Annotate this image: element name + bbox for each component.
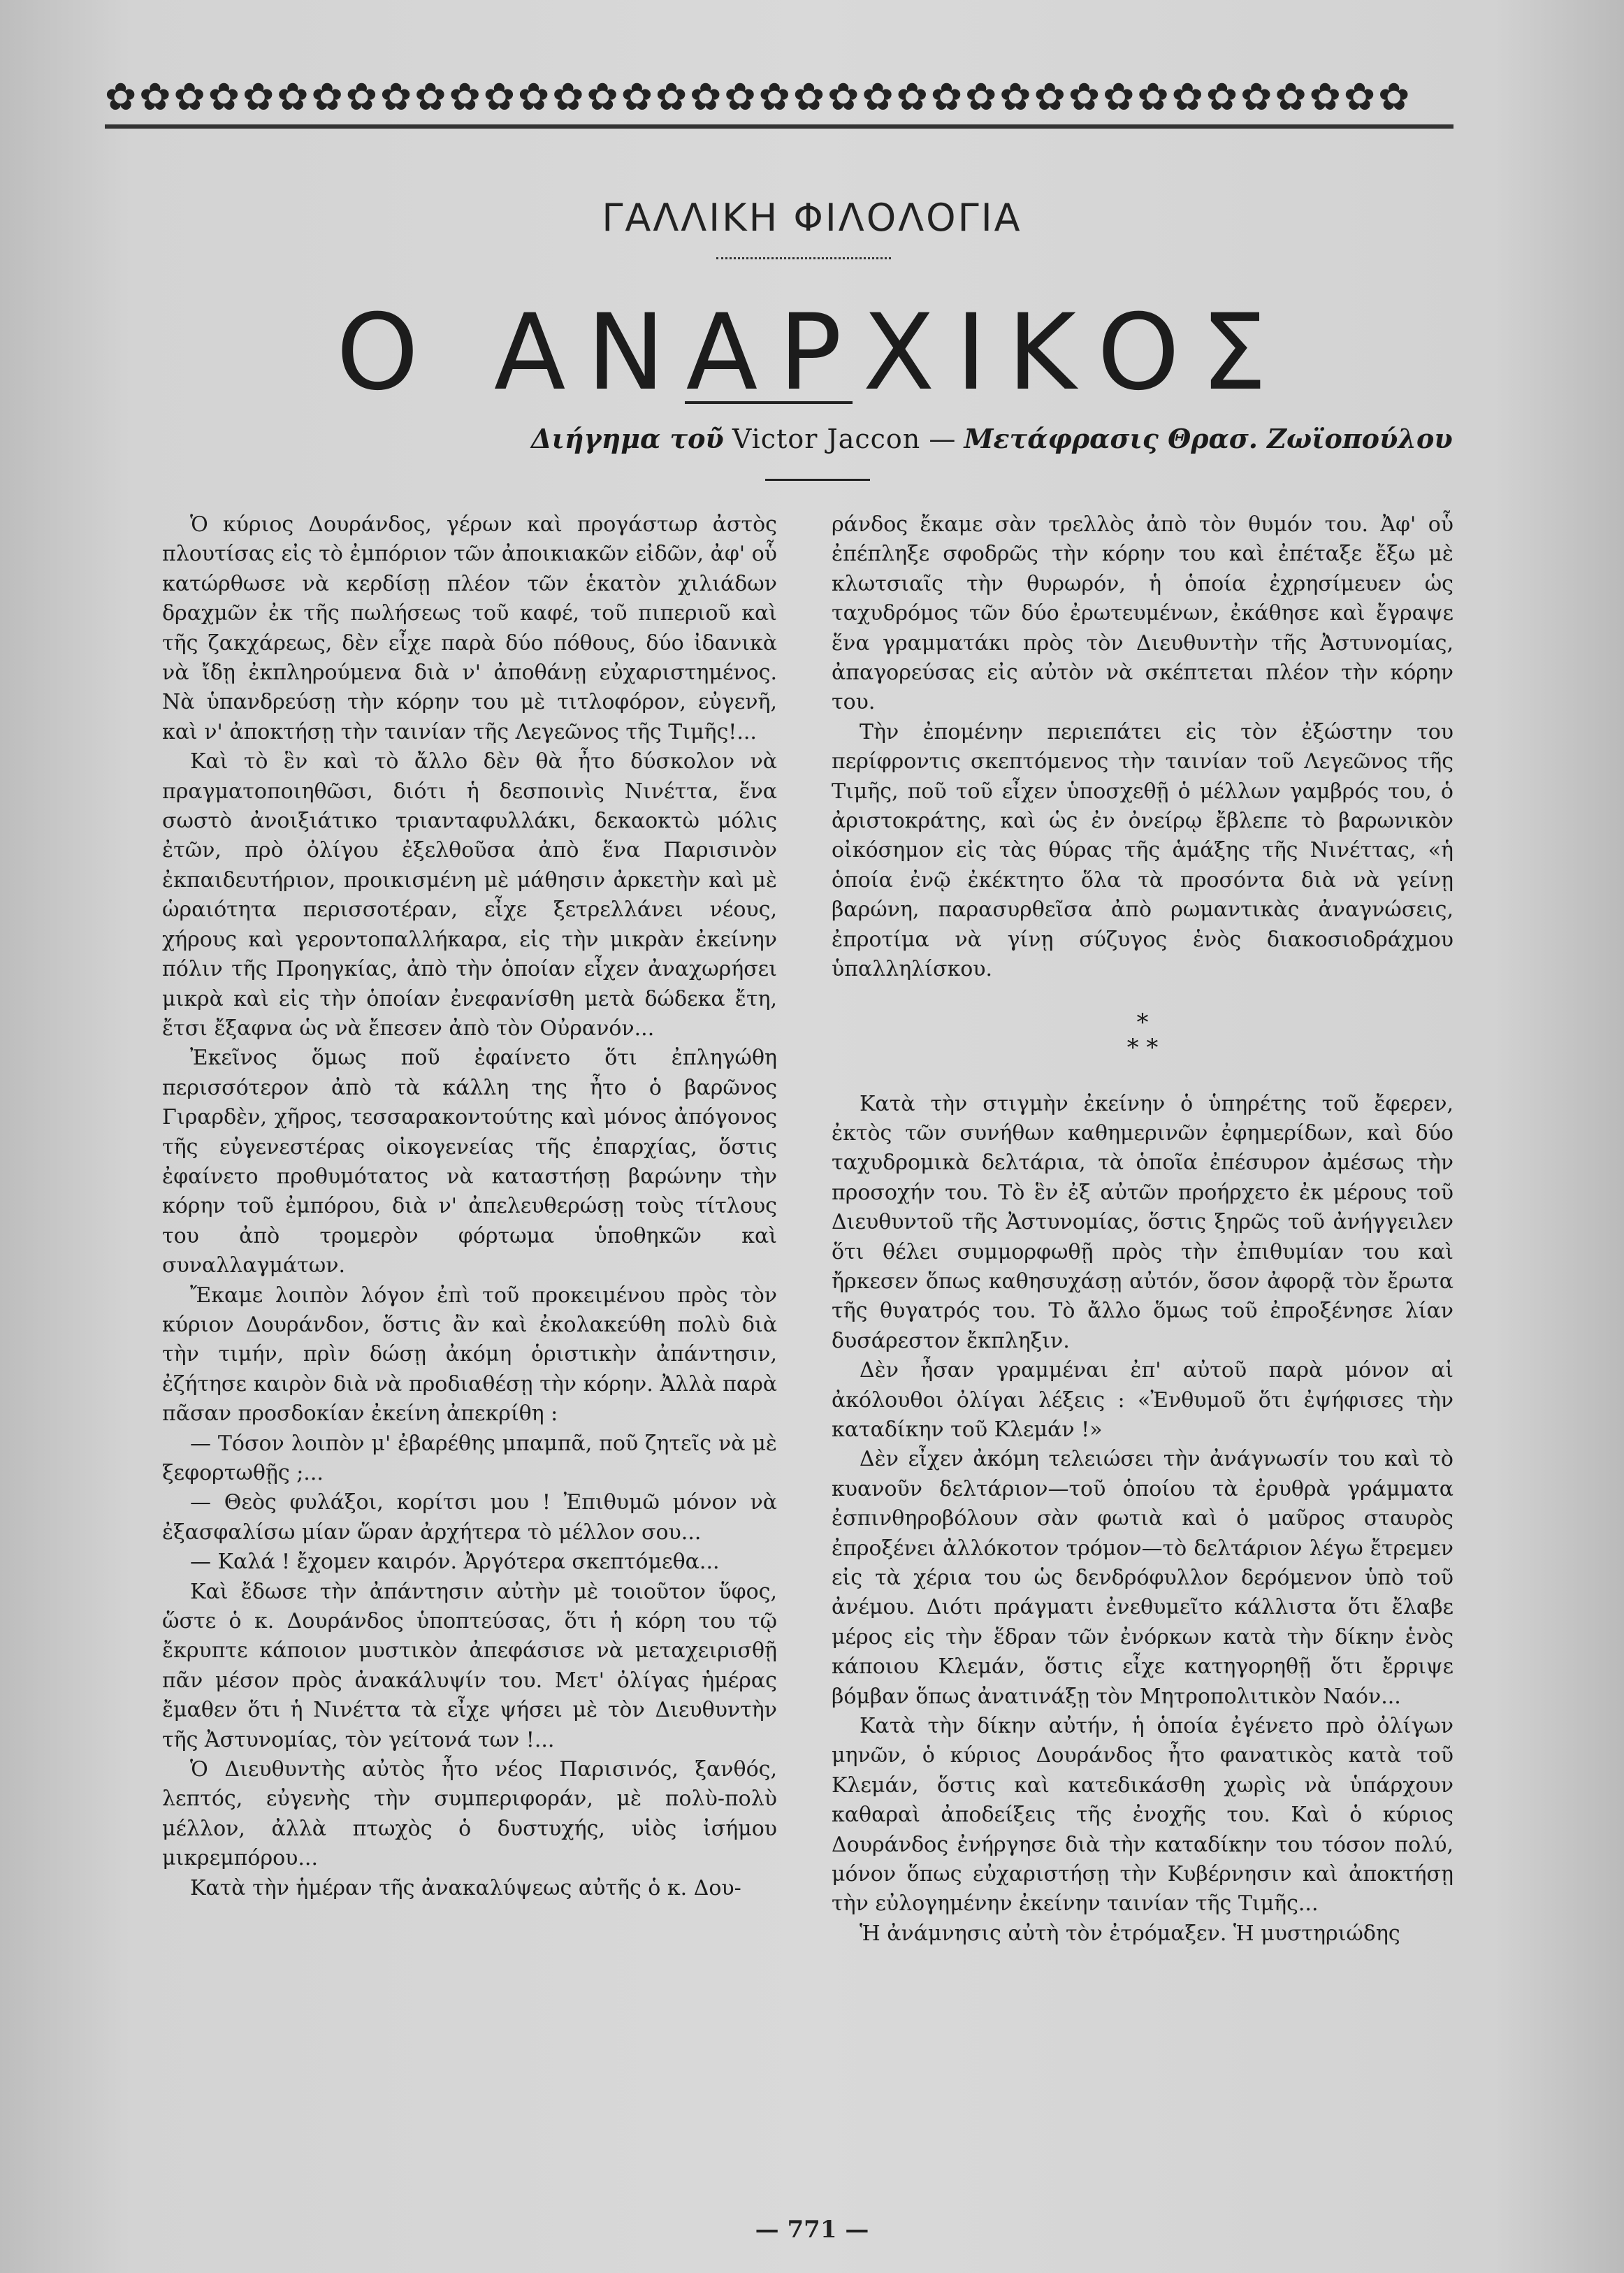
paragraph: Δὲν εἶχεν ἀκόμη τελειώσει τὴν ἀνάγνωσίν του καὶ τὸ κυανοῦν δελτάριον—τοῦ ὁποίου τὰ ἐρυθρὰ γράμματα ἐσπινθηροβόλουν σὰν φωτιὰ καὶ ὁ μαῦρος σταυρὸς ἐπροξένει ἀλλόκοτον τρόμον—τὸ δελτάριον λέγω ἔτρεμεν εἰς τὰ χέρια του ὡς δενδρόφυλλον δερόμενον ὑπὸ τοῦ ἀνέμου. Διότι πράγματι ἐνεθυμεῖτο κάλλιστα ὅτι ἔλαβε μέρος εἰς τὴν ἕδραν τῶν ἐνόρκων κατὰ τὴν δίκην ἑνὸς κάποιου Κλεμάν, ὅστις εἶχε κατηγορηθῇ ὅτι ἔρριψε βόμβαν ὅπως ἀνατινάξῃ τὸν Μητροπολιτικὸν Ναόν... [832,1447,1453,1709]
byline-prefix: Διήγημα τοῦ [531,423,724,454]
paragraph: Δὲν ἦσαν γραμμέναι ἐπ' αὐτοῦ παρὰ μόνον αἱ ἀκόλουθοι ὀλίγαι λέξεις : «Ἐνθυμοῦ ὅτι ἐψήφισες τὴν καταδίκην τοῦ Κλεμάν !» [832,1358,1453,1442]
byline-divider [765,479,870,481]
paragraph: Ἡ ἀνάμνησις αὐτὴ τὸν ἐτρόμαξεν. Ἡ μυστηριώδης [860,1921,1400,1946]
article-title: Ο ΑΝΑΡΧΙΚΟΣ [336,292,1288,414]
heading-divider [716,257,891,259]
byline-translation: Μετάφρασις Θρασ. Ζωϊοπούλου [964,423,1453,454]
byline-author: Victor Jaccon [732,424,921,454]
ornament-border: ✿✿✿✿✿✿✿✿✿✿✿✿✿✿✿✿✿✿✿✿✿✿✿✿✿✿✿✿✿✿✿✿✿✿✿✿✿✿ [105,70,1453,129]
paragraph: Ὁ Διευθυντὴς αὐτὸς ἦτο νέος Παρισινός, ξανθός, λεπτός, εὐγενὴς τὴν συμπεριφοράν, μὲ πολὺ-πολὺ μέλλον, ἀλλὰ πτωχὸς ὁ δυστυχής, υἱὸς ἰσήμου μικρεμπόρου... [162,1757,777,1871]
paragraph: Ἐκεῖνος ὅμως ποῦ ἐφαίνετο ὅτι ἐπληγώθη περισσότερον ἀπὸ τὰ κάλλη της ἦτο ὁ βαρῶνος Γιραρδὲν, χῆρος, τεσσαρακοντούτης καὶ μόνος ἀπόγονος τῆς εὐγενεστέρας οἰκογενείας τῆς ἐπαρχίας, ὅστις ἐφαίνετο προθυμότατος νὰ καταστήσῃ βαρώνην τὴν κόρην τοῦ ἐμπόρου, διὰ ν' ἀπελευθερώσῃ τοὺς τίτλους του ἀπὸ τρομερὸν φόρτωμα ὑποθηκῶν καὶ συναλλαγμάτων. [162,1046,777,1278]
right-column [832,510,1453,1949]
paragraph: Καὶ τὸ ἓν καὶ τὸ ἄλλο δὲν θὰ ἦτο δύσκολον νὰ πραγματοποιηθῶσι, διότι ἡ δεσποινὶς Νινέττα, ἕνα σωστὸ ἀνοιξιάτικο τριανταφυλλάκι, δεκαοκτὼ μόλις ἐτῶν, πρὸ ὀλίγου ἐξελθοῦσα ἀπὸ ἕνα Παρισινὸν ἐκπαιδευτήριον, προικισμένη μὲ μάθησιν ἀρκετὴν καὶ μὲ ὡραιότητα περισσοτέραν, εἶχε ξετρελλάνει νέους, χήρους καὶ γεροντοπαλλήκαρα, εἰς τὴν μικρὰν ἐκείνην πόλιν τῆς Προηγκίας, ἀπὸ τὴν ὁποίαν εἶχεν ἀναχωρήσει μικρὰ καὶ εἰς τὴν ὁποίαν ἐνεφανίσθη μετὰ δώδεκα ἔτη, ἔτσι ἔξαφνα ὡς νὰ ἔπεσεν ἀπὸ τὸν Οὐρανόν... [162,749,777,1041]
dialogue-line: — Θεὸς φυλάξοι, κορίτσι μου ! Ἐπιθυμῶ μόνον νὰ ἐξασφαλίσω μίαν ὥραν ἀρχήτερα τὸ μέλλον σου... [162,1490,777,1545]
dialogue-line: — Καλά ! ἔχομεν καιρόν. Ἀργότερα σκεπτόμεθα... [190,1550,720,1575]
paragraph: ράνδος ἔκαμε σὰν τρελλὸς ἀπὸ τὸν θυμόν του. Ἀφ' οὗ ἐπέπληξε σφοδρῶς τὴν κόρην του καὶ ἐπέταξε ἔξω μὲ κλωτσιαῖς τὴν θυρωρόν, ἡ ὁποία ἐχρησίμευεν ὡς ταχυδρόμος τῶν δύο ἐρωτευμένων, ἐκάθησε καὶ ἔγραψε ἕνα γραμματάκι πρὸς τὸν Διευθυντὴν τῆς Ἀστυνομίας, ἀπαγορεύσας εἰς αὐτὸν νὰ σκέπτεται πλέον τὴν κόρην του. [832,512,1453,715]
byline-separator: — [929,424,956,454]
section-heading: ΓΑΛΛΙΚΗ ΦΙΛΟΛΟΓΙΑ [602,196,1022,240]
paragraph: Ἔκαμε λοιπὸν λόγον ἐπὶ τοῦ προκειμένου πρὸς τὸν κύριον Δουράνδον, ὅστις ἂν καὶ ἐκολακεύθη πολὺ διὰ τὴν τιμήν, πρὶν δώσῃ ἀκόμη ὁριστικὴν ἀπάντησιν, ἐζήτησε καιρὸν διὰ νὰ προδιαθέσῃ τὴν κόρην. Ἀλλὰ παρὰ πᾶσαν προσδοκίαν ἐκείνη ἀπεκρίθη : [162,1283,777,1427]
paragraph: Καὶ ἔδωσε τὴν ἀπάντησιν αὐτὴν μὲ τοιοῦτον ὕφος, ὥστε ὁ κ. Δουράνδος ὑποπτεύσας, ὅτι ἡ κόρη του τῷ ἔκρυπτε κάποιον μυστικὸν ἀπεφάσισε νὰ μεταχειρισθῇ πᾶν μέσον πρὸς ἀνακάλυψίν του. Μετ' ὀλίγας ἡμέρας ἔμαθεν ὅτι ἡ Νινέττα τὰ εἶχε ψήσει μὲ τὸν Διευθυντὴν τῆς Ἀστυνομίας, τὸν γείτονά των !... [162,1579,777,1752]
dialogue-line: — Τόσον λοιπὸν μ' ἐβαρέθης μπαμπᾶ, ποῦ ζητεῖς νὰ μὲ ξεφορτωθῇς ;... [162,1431,777,1485]
paragraph: Ὁ κύριος Δουράνδος, γέρων καὶ προγάστωρ ἀστὸς πλουτίσας εἰς τὸ ἐμπόριον τῶν ἀποικιακῶν εἰδῶν, ἀφ' οὗ κατώρθωσε νὰ κερδίσῃ πλέον τῶν ἑκατὸν χιλιάδων δραχμῶν ἐκ τῆς πωλήσεως τοῦ καφέ, τοῦ πιπεριοῦ καὶ τῆς ζακχάρεως, δὲν εἶχε παρὰ δύο πόθους, δύο ἰδανικὰ νὰ ἴδῃ ἐκπληρούμενα διὰ ν' ἀποθάνῃ εὐχαριστημένος. Νὰ ὑπανδρεύσῃ τὴν κόρην του μὲ τιτλοφόρον, εὐγενῆ, καὶ ν' ἀποκτήσῃ τὴν ταινίαν τῆς Λεγεῶνος τῆς Τιμῆς!... [162,512,777,744]
asterisk-top: * [1136,1008,1149,1037]
section-break-asterisks [832,1010,1453,1060]
page-number: — 771 — [755,2216,869,2244]
title-divider [685,401,853,404]
paragraph: Τὴν ἐπομένην περιεπάτει εἰς τὸν ἐξώστην του περίφροντις σκεπτόμενος τὴν ταινίαν τοῦ Λεγεῶνος τῆς Τιμῆς, ποῦ τοῦ εἶχεν ὑποσχεθῇ ὁ μέλλων γαμβρός του, ὁ ἀριστοκράτης, καὶ ὡς ἐν ὀνείρῳ ἔβλεπε τὸ βαρωνικὸν οἰκόσημον εἰς τὰς θύρας τῆς ἁμάξης τῆς Νινέττας, «ἡ ὁποία ἐνῷ ἐκέκτητο ὅλα τὰ προσόντα διὰ νὰ γείνῃ βαρώνη, παρασυρθεῖσα ἀπὸ ρωμαντικὰς ἀναγνώσεις, ἐπροτίμα νὰ γίνῃ σύζυγος ἑνὸς διακοσιοδράχμου ὑπαλληλίσκου. [832,719,1453,982]
asterisk-bottom: * * [1126,1033,1159,1062]
left-column [162,510,777,1903]
paragraph: Κατὰ τὴν δίκην αὐτήν, ἡ ὁποία ἐγένετο πρὸ ὀλίγων μηνῶν, ὁ κύριος Δουράνδος ἦτο φανατικὸς κατὰ τοῦ Κλεμάν, ὅστις καὶ κατεδικάσθη χωρὶς νὰ ὑπάρχουν καθαραὶ ἀποδείξεις τῆς ἐνοχῆς του. Καὶ ὁ κύριος Δουράνδος ἐνήργησε διὰ τὴν καταδίκην του τόσον πολύ, μόνον ὅπως εὐχαριστήσῃ τὴν Κυβέρνησιν καὶ ἀποκτήσῃ τὴν εὐλογημένην ἐκείνην ταινίαν τῆς Τιμῆς... [832,1714,1453,1917]
byline [531,423,1453,454]
paragraph: Κατὰ τὴν στιγμὴν ἐκείνην ὁ ὑπηρέτης τοῦ ἔφερεν, ἐκτὸς τῶν συνήθων καθημερινῶν ἐφημερίδων, καὶ δύο ταχυδρομικὰ δελτάρια, τὰ ὁποῖα ἐπέσυρον ἀμέσως τὴν προσοχήν του. Τὸ ἓν ἐξ αὐτῶν προήρχετο ἐκ μέρους τοῦ Διευθυντοῦ τῆς Ἀστυνομίας, ὅστις ξηρῶς τοῦ ἀνήγγειλεν ὅτι θέλει συμμορφωθῇ πρὸς τὴν ἐπιθυμίαν του καὶ ἤρκεσεν ὅπως καθησυχάσῃ αὐτόν, ὅσον ἀφορᾷ τὸν ἔρωτα τῆς θυγατρός του. Τὸ ἄλλο ὅμως τοῦ ἐπροξένησε λίαν δυσάρεστον ἔκπληξιν. [832,1091,1453,1353]
paragraph: Κατὰ τὴν ἡμέραν τῆς ἀνακαλύψεως αὐτῆς ὁ κ. Δου- [190,1875,741,1900]
